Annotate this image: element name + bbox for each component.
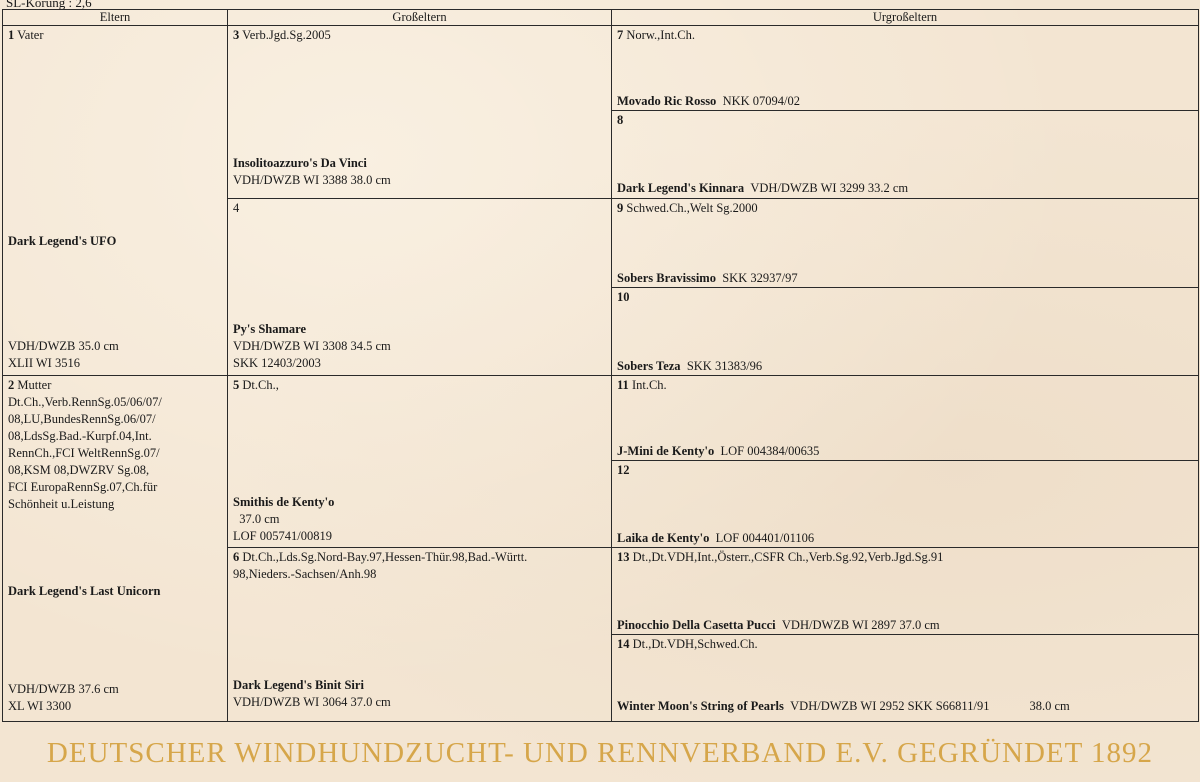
gp4-reg2: SKK 12403/2003	[233, 356, 321, 370]
gp3-cell	[228, 26, 612, 199]
gp4-reg1: VDH/DWZB WI 3308 34.5 cm	[233, 339, 391, 353]
ugp9-reg: SKK 32937/97	[722, 271, 798, 285]
gp6-cell	[228, 548, 612, 722]
ugp13-label: 13 Dt.,Dt.VDH,Int.,Österr.,CSFR Ch.,Verb.Sg.92,Verb.Jgd.Sg.91	[617, 550, 944, 564]
vater-name: Dark Legend's UFO	[8, 234, 117, 248]
header-urgrosseltern: Urgroßeltern	[612, 10, 1199, 26]
ugp7-name: Movado Ric Rosso	[617, 94, 717, 108]
gp5-label: 5 Dt.Ch.,	[233, 378, 279, 392]
ugp12-cell	[612, 461, 1199, 548]
vater-reg2: XLII WI 3516	[8, 356, 80, 370]
ugp7-cell	[612, 26, 1199, 111]
mutter-cell	[3, 376, 228, 722]
header-grosseltern: Großeltern	[228, 10, 612, 26]
gp3-name: Insolitoazzuro's Da Vinci	[233, 156, 367, 170]
ugp8-name: Dark Legend's Kinnara	[617, 181, 745, 196]
gp4-name: Py's Shamare	[233, 322, 307, 336]
ugp7-reg: NKK 07094/02	[722, 94, 800, 108]
ugp12-name: Laika de Kenty'o	[617, 531, 710, 545]
ugp8-cell	[612, 111, 1199, 199]
korung-line: SL-Körung : 2,6	[6, 0, 92, 10]
ugp13-cell	[612, 548, 1199, 635]
mutter-name: Dark Legend's Last Unicorn	[8, 584, 161, 598]
ugp14-reg: VDH/DWZB WI 2952 SKK S66811/91	[790, 699, 990, 713]
gp6-name: Dark Legend's Binit Siri	[233, 678, 364, 692]
gp3-reg1: VDH/DWZB WI 3388 38.0 cm	[233, 173, 391, 187]
gp5-reg1: 37.0 cm	[233, 512, 280, 526]
ugp11-cell	[612, 376, 1199, 461]
gp3-label: 3 Verb.Jgd.Sg.2005	[233, 28, 331, 42]
gp4-label: 4	[233, 201, 240, 215]
gp5-name: Smithis de Kenty'o	[233, 495, 335, 509]
ugp9-name: Sobers Bravissimo	[617, 271, 716, 285]
gp5-reg2: LOF 005741/00819	[233, 529, 332, 543]
ugp8-reg: VDH/DWZB WI 3299 33.2 cm	[750, 181, 909, 196]
ugp7-label: 7 Norw.,Int.Ch.	[617, 28, 696, 42]
ugp12-reg: LOF 004401/01106	[715, 531, 815, 545]
ugp13-reg: VDH/DWZB WI 2897 37.0 cm	[781, 618, 940, 632]
mutter-reg2: XL WI 3300	[8, 699, 72, 713]
ugp11-name: J-Mini de Kenty'o	[617, 444, 715, 458]
ugp10-label: 10	[617, 290, 630, 304]
ugp8-label: 8	[617, 113, 624, 128]
footer-association: DEUTSCHER WINDHUNDZUCHT- UND RENNVERBAND E.V. GEGRÜNDET 1892	[46, 737, 1154, 769]
header-eltern: Eltern	[3, 10, 228, 26]
vater-label: 1 Vater	[8, 28, 44, 42]
vater-reg1: VDH/DWZB 35.0 cm	[8, 339, 119, 353]
ugp11-reg: LOF 004384/00635	[720, 444, 820, 458]
vater-cell	[3, 26, 228, 376]
ugp12-label: 12	[617, 463, 630, 477]
gp6-label: 6 Dt.Ch.,Lds.Sg.Nord-Bay.97,Hessen-Thür.98,Bad.-Württ. 98,Nieders.-Sachsen/Anh.98	[233, 550, 528, 581]
ugp10-cell	[612, 288, 1199, 376]
mutter-reg1: VDH/DWZB 37.6 cm	[8, 682, 119, 696]
gp6-reg1: VDH/DWZB WI 3064 37.0 cm	[233, 695, 391, 709]
pedigree-table	[2, 9, 1199, 722]
ugp13-name: Pinocchio Della Casetta Pucci	[617, 618, 776, 632]
ugp10-reg: SKK 31383/96	[686, 359, 763, 373]
gp4-cell	[228, 199, 612, 376]
ugp14-size: 38.0 cm	[1029, 699, 1070, 713]
mutter-titles: Dt.Ch.,Verb.RennSg.05/06/07/ 08,LU,BundesRennSg.06/07/ 08,LdsSg.Bad.-Kurpf.04,Int. RennCh.,FCI WeltRennSg.07/ 08,KSM 08,DWZRV Sg.08, FCI EuropaRennSg.07,Ch.für Schönheit u.Leistung	[8, 395, 162, 511]
gp5-cell	[228, 376, 612, 548]
ugp14-label: 14 Dt.,Dt.VDH,Schwed.Ch.	[617, 637, 758, 651]
mutter-label: 2 Mutter	[8, 378, 52, 392]
ugp10-name: Sobers Teza	[617, 359, 681, 373]
ugp9-cell	[612, 199, 1199, 288]
ugp11-label: 11 Int.Ch.	[617, 378, 667, 392]
ugp14-cell	[612, 635, 1199, 722]
ugp14-name: Winter Moon's String of Pearls	[617, 699, 784, 713]
ugp9-label: 9 Schwed.Ch.,Welt Sg.2000	[617, 201, 758, 215]
